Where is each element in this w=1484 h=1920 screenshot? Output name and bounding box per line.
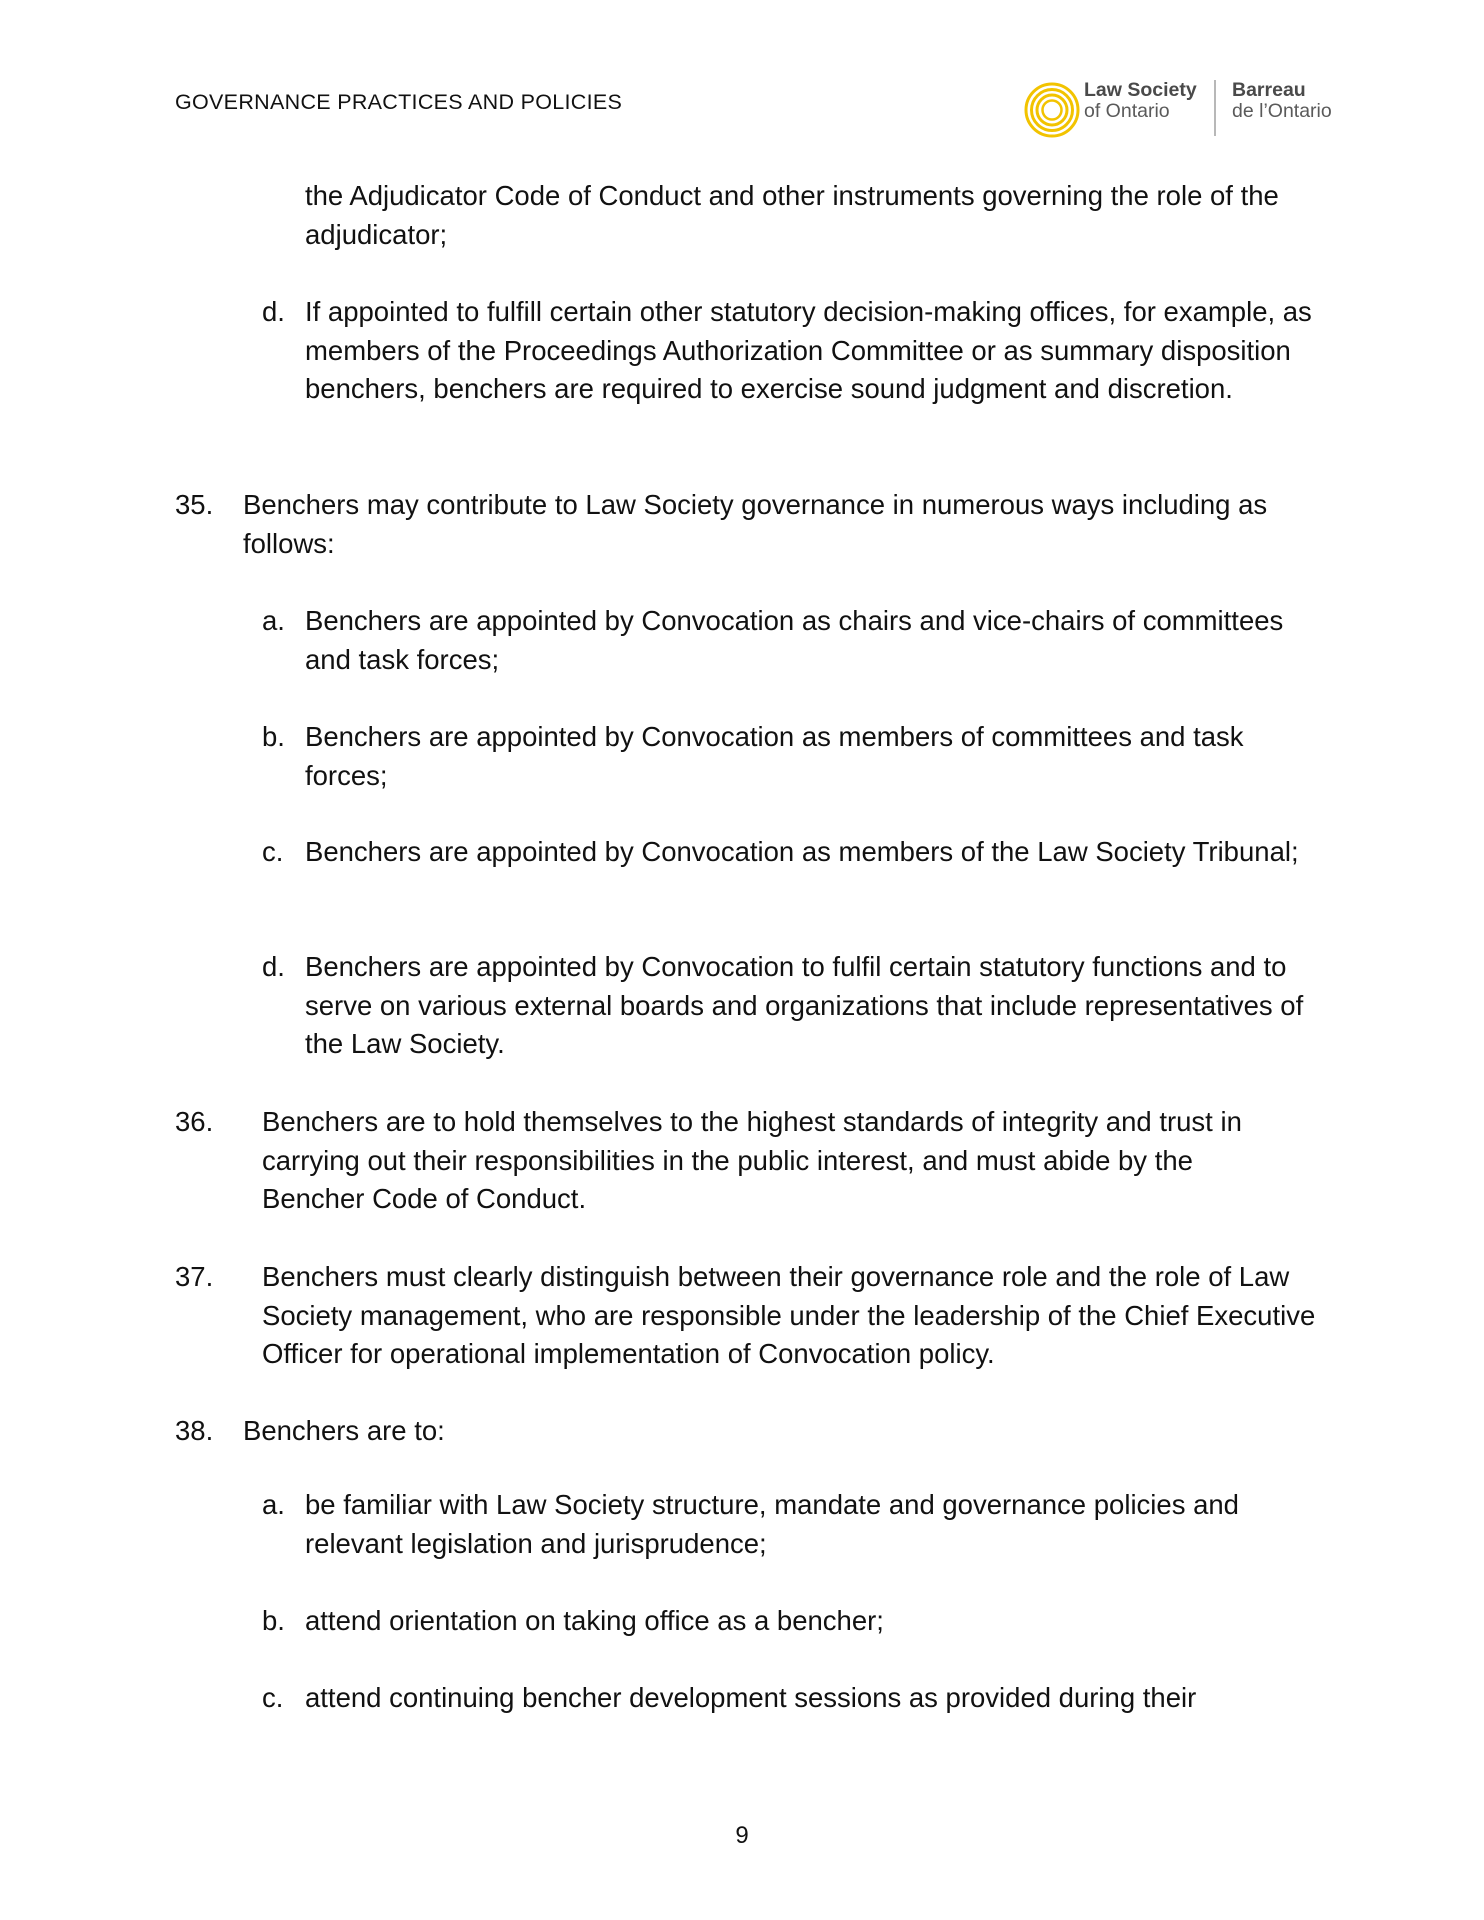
list-item-letter: a.: [262, 605, 285, 636]
logo-english-text: [1084, 80, 1197, 122]
header-title: GOVERNANCE PRACTICES AND POLICIES: [175, 90, 623, 114]
list-item-text: Benchers are appointed by Convocation as members of committees and task forces;: [305, 721, 1244, 791]
list-item-letter: b.: [262, 721, 285, 752]
logo-fr-line1: Barreau: [1232, 79, 1306, 101]
logo-divider: [1214, 80, 1216, 136]
list-item-text: attend orientation on taking office as a bencher;: [305, 1605, 884, 1636]
paragraph-number: 36.: [175, 1106, 214, 1137]
law-society-ring-logo-icon: [1022, 80, 1082, 140]
list-item-text: Benchers are appointed by Convocation to fulfil certain statutory functions and to serve on various external boards and organizations that include representatives of the Law Society.: [305, 951, 1304, 1059]
list-item-text: Benchers are appointed by Convocation as members of the Law Society Tribunal;: [305, 836, 1299, 867]
paragraph-number: 37.: [175, 1261, 214, 1292]
list-item-text: If appointed to fulfill certain other statutory decision-making offices, for example, as members of the Proceedings Authorization Committee or as summary disposition benchers, benchers are required to exercise sound judgment and discretion.: [305, 296, 1312, 404]
logo-en-line1: Law Society: [1084, 79, 1197, 101]
list-item-letter: b.: [262, 1605, 285, 1636]
list-item-letter: d.: [262, 296, 285, 327]
paragraph-number: 38.: [175, 1415, 214, 1446]
list-item-text: Benchers are appointed by Convocation as chairs and vice-chairs of committees and task forces;: [305, 605, 1284, 675]
list-item-letter: c.: [262, 1682, 284, 1713]
list-item-letter: d.: [262, 951, 285, 982]
paragraph-text: Benchers are to hold themselves to the highest standards of integrity and trust in carrying out their responsibilities in the public interest, and must abide by the Bencher Code of Conduct.: [262, 1106, 1242, 1214]
continuation-text: the Adjudicator Code of Conduct and other instruments governing the role of the adjudicator;: [305, 180, 1279, 250]
paragraph-text: Benchers are to:: [243, 1415, 445, 1446]
list-item-letter: a.: [262, 1489, 285, 1520]
logo-fr-line2: de l’Ontario: [1232, 100, 1332, 122]
list-item-text: attend continuing bencher development sessions as provided during their: [305, 1682, 1197, 1713]
law-society-logo: [1022, 78, 1362, 138]
logo-french-text: [1232, 80, 1332, 122]
logo-en-line2: of Ontario: [1084, 100, 1170, 122]
paragraph-text: Benchers must clearly distinguish between their governance role and the role of Law Society management, who are responsible under the leadership of the Chief Executive Officer for operational implementation of Convocation policy.: [262, 1261, 1316, 1369]
page-number: 9: [735, 1822, 749, 1849]
list-item-letter: c.: [262, 836, 284, 867]
paragraph-number: 35.: [175, 489, 214, 520]
paragraph-text: Benchers may contribute to Law Society governance in numerous ways including as follows:: [243, 489, 1268, 559]
list-item-text: be familiar with Law Society structure, mandate and governance policies and relevant legislation and jurisprudence;: [305, 1489, 1239, 1559]
